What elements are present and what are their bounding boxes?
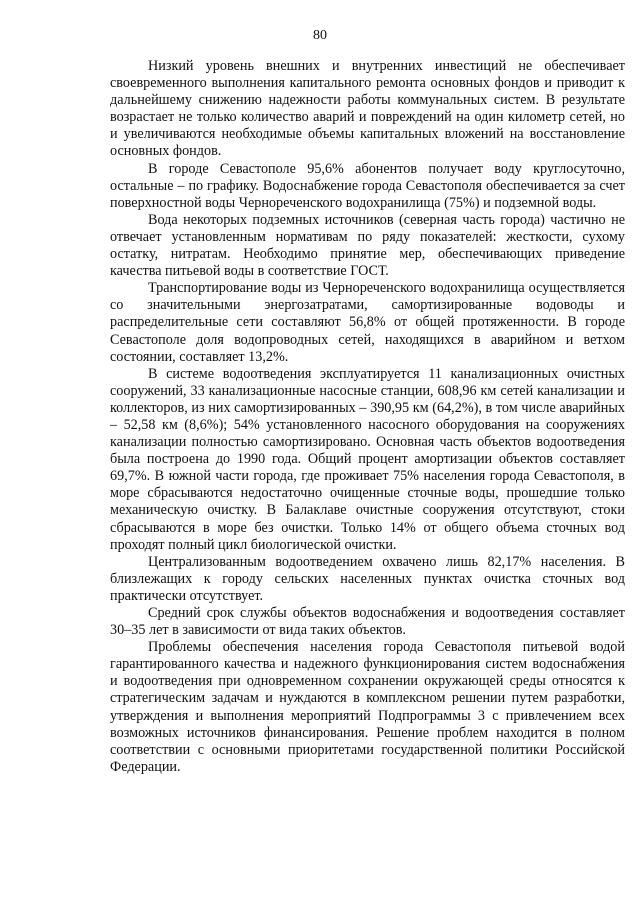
paragraph-water-transport: Транспортирование воды из Чернореченского водохранилища осуществляется со значительными энергозатратами, самортизированные водоводы и распределительные сети составляют 56,8% от общей протяженности. В городе Севастополе доля водопроводных сетей, находящихся в аварийном и ветхом состоянии, составляет 13,2%. [110,280,625,365]
paragraph-water-supply: В городе Севастополе 95,6% абонентов получает воду круглосуточно, остальные – по графику. Водоснабжение города Севастополя обеспечивается за счет поверхностной воды Чернореченского водохранилища (75%) и подземной воды. [110,160,625,211]
paragraph-service-life: Средний срок службы объектов водоснабжения и водоотведения составляет 30–35 лет в зависимости от вида таких объектов. [110,605,625,639]
paragraph-problems: Проблемы обеспечения населения города Севастополя питьевой водой гарантированного качества и надежного функционирования систем водоснабжения и водоотведения при одновременном сохранении окружающей среды относятся к стратегическим задачам и нуждаются в комплексном решении путем разработки, утверждения и выполнения мероприятий Подпрограммы 3 с привлечением всех возможных источников финансирования. Решение проблем находится в полном соответствии с основными приоритетами государственной политики Российской Федерации. [110,639,625,775]
paragraph-investments: Низкий уровень внешних и внутренних инвестиций не обеспечивает своевременного выполнения капитального ремонта основных фондов и приводит к дальнейшему снижению надежности работы коммунальных систем. В результате возрастает не только количество аварий и повреждений на один километр сетей, но и увеличиваются необходимые объемы капитальных вложений на восстановление основных фондов. [110,58,625,160]
paragraph-sewerage-system: В системе водоотведения эксплуатируется 11 канализационных очистных сооружений, 33 канализационные насосные станции, 608,96 км сетей канализации и коллекторов, из них самортизированных – 390,95 км (64,2%), в том числе аварийных – 52,58 км (8,6%); 54% установленного насосного оборудования на сооружениях канализации полностью самортизировано. Основная часть объектов водоотведения была построена до 1990 года. Общий процент амортизации объектов составляет 69,7%. В южной части города, где проживает 75% населения города Севастополя, в море сбрасываются недостаточно очищенные сточные воды, прошедшие только механическую очистку. В Балаклаве очистные сооружения отсутствуют, стоки сбрасываются в море без очистки. Только 14% от общего объема сточных вод проходят полный цикл биологической очистки. [110,365,625,553]
body-text [110,58,625,776]
paragraph-groundwater-quality: Вода некоторых подземных источников (северная часть города) частично не отвечает установленным нормативам по ряду показателей: жесткости, сухому остатку, нитратам. Необходимо принятие мер, обеспечивающих приведение качества питьевой воды в соответствие ГОСТ. [110,211,625,280]
paragraph-sewerage-coverage: Централизованным водоотведением охвачено лишь 82,17% населения. В близлежащих к городу сельских населенных пунктах очистка сточных вод практически отсутствует. [110,553,625,604]
page-number: 80 [313,28,327,43]
